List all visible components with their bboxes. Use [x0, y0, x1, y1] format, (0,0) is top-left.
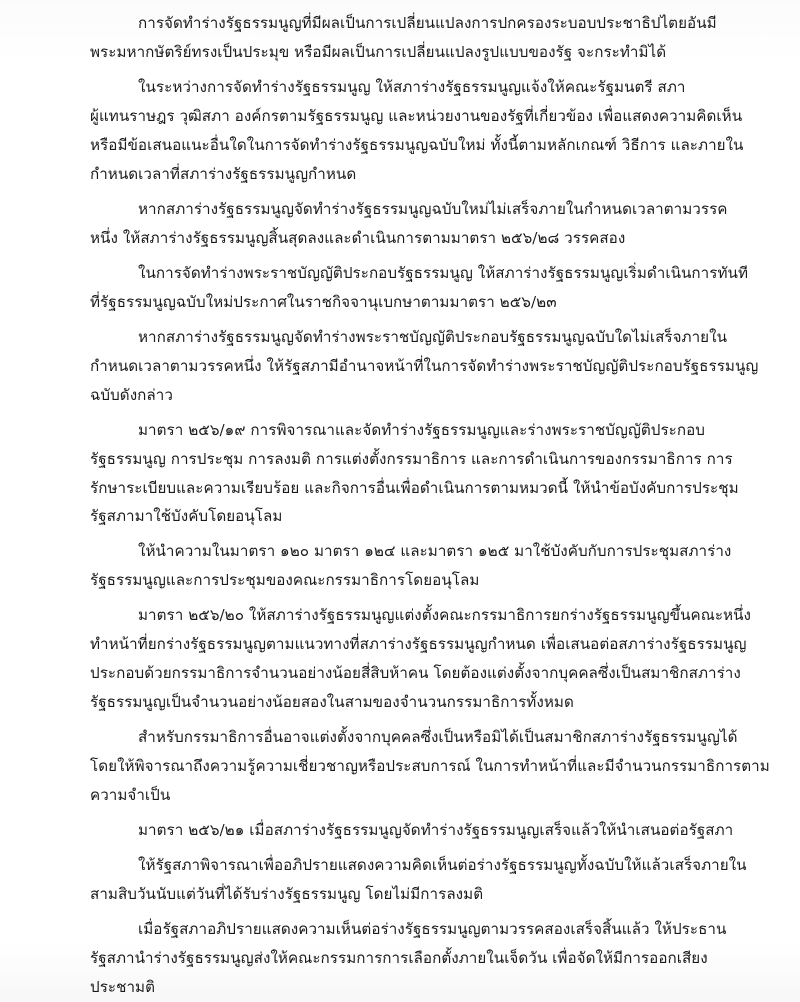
- paragraph-line: การจัดทำร่างรัฐธรรมนูญที่มีผลเป็นการเปลี่ยนแปลงการปกครองระบอบประชาธิปไตยอันมี: [138, 14, 717, 32]
- paragraph-line: โดยให้พิจารณาถึงความรู้ความเชี่ยวชาญหรือประสบการณ์ ในการทำหน้าที่และมีจำนวนกรรมาธิการตาม: [90, 757, 770, 775]
- paragraph-line: ประกอบด้วยกรรมาธิการจำนวนอย่างน้อยสี่สิบห้าคน โดยต้องแต่งตั้งจากบุคคลซึ่งเป็นสมาชิกสภาร่าง: [90, 664, 741, 682]
- paragraph-line: รัฐธรรมนูญเป็นจำนวนอย่างน้อยสองในสามของจำนวนกรรมาธิการทั้งหมด: [90, 693, 574, 711]
- paragraph-line: รัฐธรรมนูญ การประชุม การลงมติ การแต่งตั้งกรรมาธิการ และการดำเนินการของกรรมาธิการ การ: [90, 450, 733, 468]
- paragraph-line: รัฐสภามาใช้บังคับโดยอนุโลม: [90, 507, 283, 525]
- paragraph-line: รัฐสภานำร่างรัฐธรรมนูญส่งให้คณะกรรมการการเลือกตั้งภายในเจ็ดวัน เพื่อจัดให้มีการออกเสียง: [90, 949, 708, 967]
- paragraph-line: กำหนดเวลาตามวรรคหนึ่ง ให้รัฐสภามีอำนาจหน้าที่ในการจัดทำร่างพระราชบัญญัติประกอบรัฐธรรมนูญ: [90, 357, 759, 375]
- paragraph-line: ในการจัดทำร่างพระราชบัญญัติประกอบรัฐธรรมนูญ ให้สภาร่างรัฐธรรมนูญเริ่มดำเนินการทันที: [138, 264, 749, 282]
- paragraph-line: ทำหน้าที่ยกร่างรัฐธรรมนูญตามแนวทางที่สภาร่างรัฐธรรมนูญกำหนด เพื่อเสนอต่อสภาร่างรัฐธรรมนูญ: [90, 635, 747, 653]
- paragraph-line: เมื่อรัฐสภาอภิปรายแสดงความเห็นต่อร่างรัฐธรรมนูญตามวรรคสองเสร็จสิ้นแล้ว ให้ประธาน: [138, 920, 727, 938]
- section-heading-line: มาตรา ๒๕๖/๒๑ เมื่อสภาร่างรัฐธรรมนูญจัดทำร่างรัฐธรรมนูญเสร็จแล้วให้นำเสนอต่อรัฐสภา: [138, 821, 734, 839]
- paragraph-line: หากสภาร่างรัฐธรรมนูญจัดทำร่างรัฐธรรมนูญฉบับใหม่ไม่เสร็จภายในกำหนดเวลาตามวรรค: [138, 200, 728, 218]
- paragraph-line: กำหนดเวลาที่สภาร่างรัฐธรรมนูญกำหนด: [90, 165, 357, 183]
- paragraph-line: ในระหว่างการจัดทำร่างรัฐธรรมนูญ ให้สภาร่างรัฐธรรมนูญแจ้งให้คณะรัฐมนตรี สภา: [138, 78, 686, 96]
- paragraph-line: ฉบับดังกล่าว: [90, 386, 173, 404]
- section-heading-line: มาตรา ๒๕๖/๑๙ การพิจารณาและจัดทำร่างรัฐธรรมนูญและร่างพระราชบัญญัติประกอบ: [138, 421, 705, 439]
- paragraph-line: ความจำเป็น: [90, 786, 171, 804]
- paragraph-line: หากสภาร่างรัฐธรรมนูญจัดทำร่างพระราชบัญญัติประกอบรัฐธรรมนูญฉบับใดไม่เสร็จภายใน: [138, 328, 728, 346]
- paragraph-line: สามสิบวันนับแต่วันที่ได้รับร่างรัฐธรรมนูญ โดยไม่มีการลงมติ: [90, 885, 484, 903]
- paragraph-line: รักษาระเบียบและความเรียบร้อย และกิจการอื่นเพื่อดำเนินการตามหมวดนี้ ให้นำข้อบังคับการประชุม: [90, 479, 739, 497]
- paragraph-line: ประชามติ: [90, 978, 156, 996]
- paragraph-line: ผู้แทนราษฎร วุฒิสภา องค์กรตามรัฐธรรมนูญ และหน่วยงานของรัฐที่เกี่ยวข้อง เพื่อแสดงความคิดเห็น: [90, 107, 743, 125]
- paragraph-line: ที่รัฐธรรมนูญฉบับใหม่ประกาศในราชกิจจานุเบกษาตามมาตรา ๒๕๖/๒๓: [90, 293, 557, 311]
- paragraph-line: พระมหากษัตริย์ทรงเป็นประมุข หรือมีผลเป็นการเปลี่ยนแปลงรูปแบบของรัฐ จะกระทำมิได้: [90, 43, 667, 61]
- paragraph-line: สำหรับกรรมาธิการอื่นอาจแต่งตั้งจากบุคคลซึ่งเป็นหรือมิได้เป็นสมาชิกสภาร่างรัฐธรรมนูญได้: [138, 728, 738, 746]
- paragraph-line: ให้นำความในมาตรา ๑๒๐ มาตรา ๑๒๔ และมาตรา ๑๒๕ มาใช้บังคับกับการประชุมสภาร่าง: [138, 542, 732, 560]
- paragraph-line: หรือมีข้อเสนอแนะอื่นใดในการจัดทำร่างรัฐธรรมนูญฉบับใหม่ ทั้งนี้ตามหลักเกณฑ์ วิธีการ และภายใน: [90, 136, 744, 154]
- paragraph-line: หนึ่ง ให้สภาร่างรัฐธรรมนูญสิ้นสุดลงและดำเนินการตามมาตรา ๒๕๖/๒๘ วรรคสอง: [90, 229, 626, 247]
- paragraph-line: รัฐธรรมนูญและการประชุมของคณะกรรมาธิการโดยอนุโลม: [90, 571, 480, 589]
- paragraph-line: ให้รัฐสภาพิจารณาเพื่ออภิปรายแสดงความคิดเห็นต่อร่างรัฐธรรมนูญทั้งฉบับให้แล้วเสร็จภายใน: [138, 856, 747, 874]
- section-heading-line: มาตรา ๒๕๖/๒๐ ให้สภาร่างรัฐธรรมนูญแต่งตั้งคณะกรรมาธิการยกร่างรัฐธรรมนูญขึ้นคณะหนึ่ง: [138, 606, 752, 624]
